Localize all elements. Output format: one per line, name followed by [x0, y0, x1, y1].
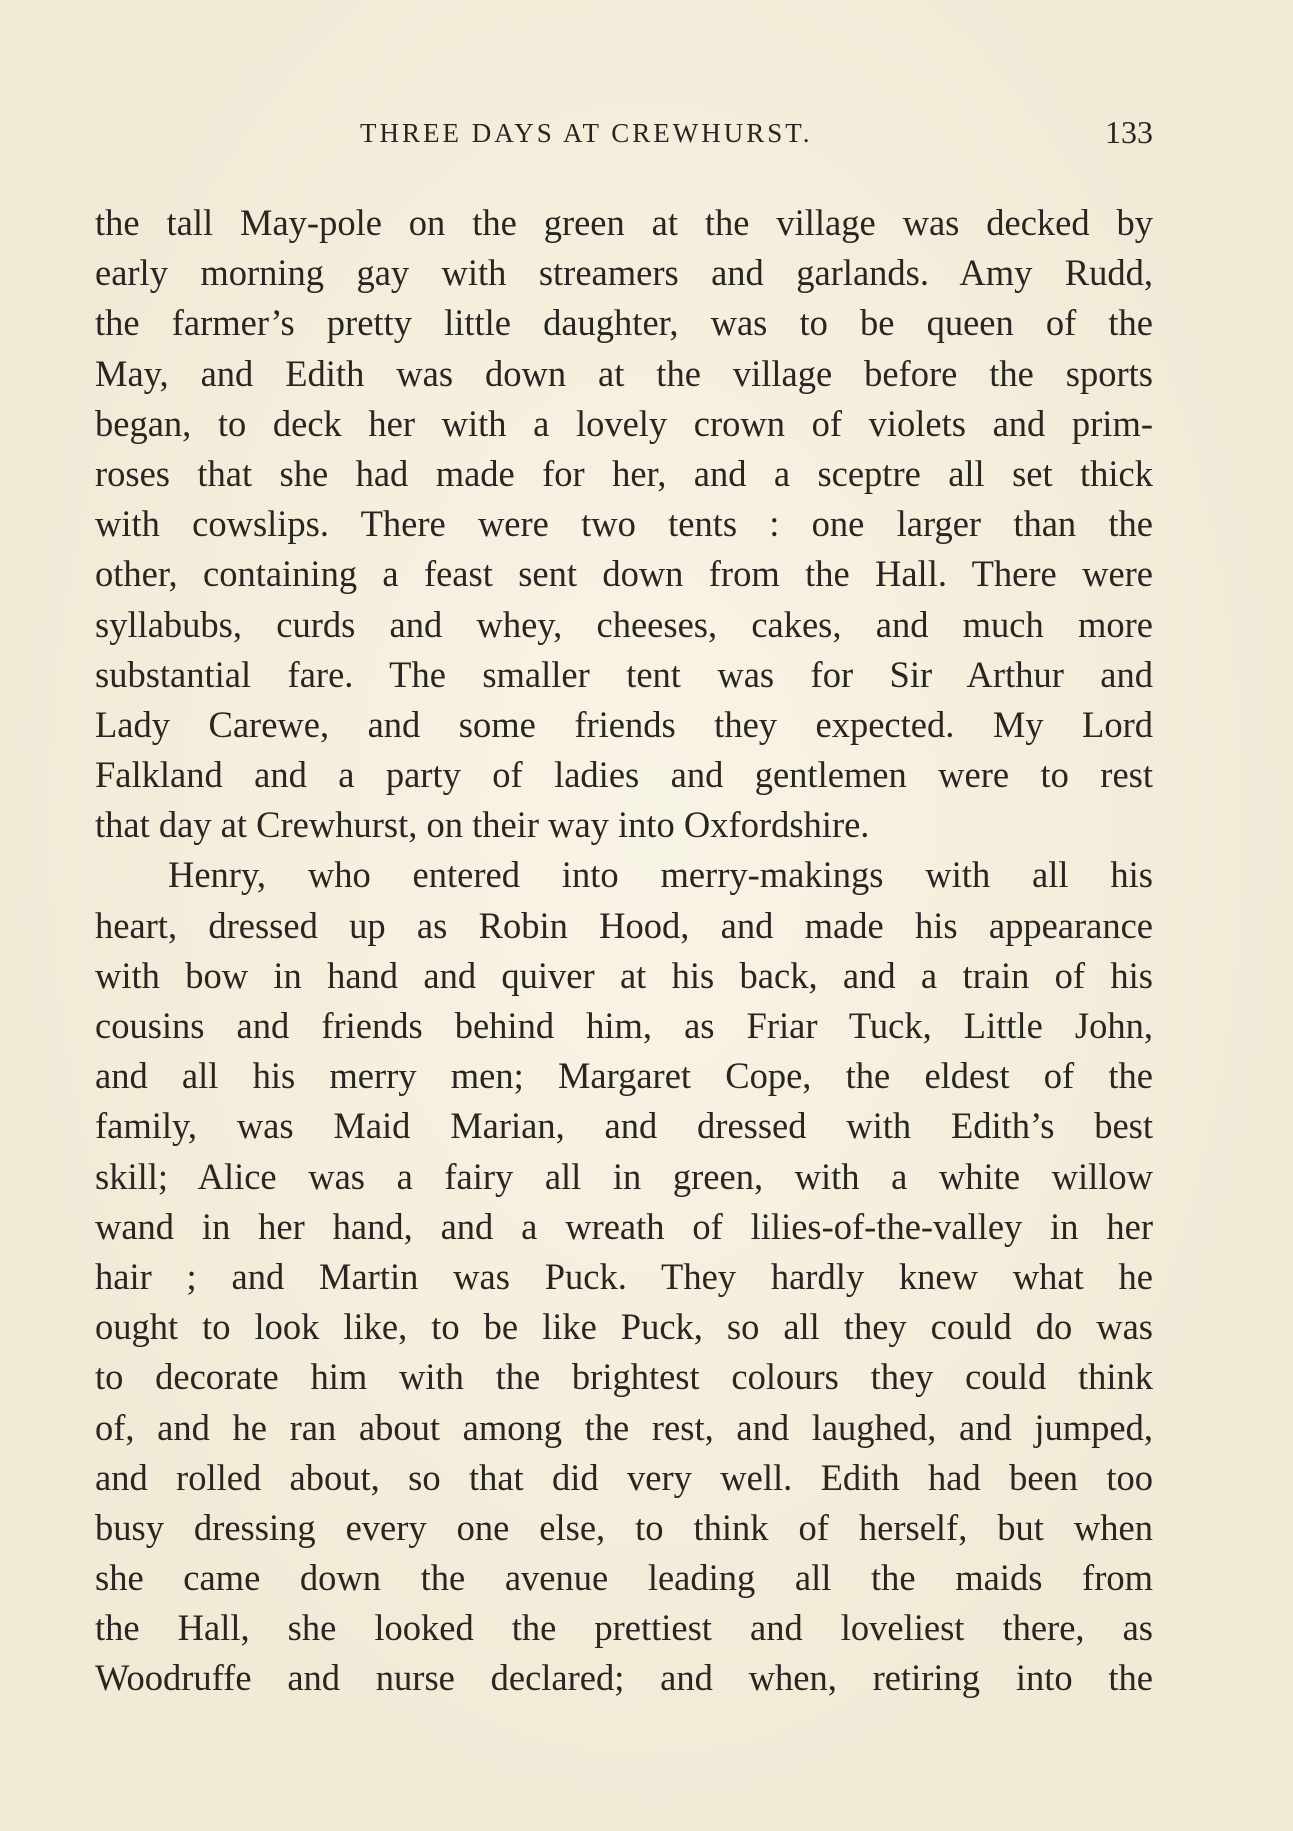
text-line: and all his merry men; Margaret Cope, the eldest of the: [95, 1055, 1153, 1097]
text-line: early morning gay with streamers and garlands. Amy Rudd,: [95, 252, 1153, 294]
text-line: the tall May-pole on the green at the village was decked by: [95, 202, 1153, 243]
text-line: syllabubs, curds and whey, cheeses, cakes, and much more: [95, 603, 1153, 645]
running-title: THREE DAYS AT CREWHURST.: [360, 118, 813, 148]
page-header: [95, 110, 1153, 160]
text-line: other, containing a feast sent down from the Hall. There were: [95, 553, 1153, 595]
text-line: with bow in hand and quiver at his back, and a train of his: [95, 954, 1153, 996]
body-text: [95, 198, 1153, 1704]
paragraph-start-line: Henry, who entered into merry-makings with all his: [168, 854, 1153, 896]
text-line: she came down the avenue leading all the maids from: [95, 1557, 1153, 1599]
text-line: busy dressing every one else, to think of herself, but when: [95, 1506, 1153, 1548]
text-line: ought to look like, to be like Puck, so all they could do was: [95, 1306, 1153, 1348]
text-line: substantial fare. The smaller tent was for Sir Arthur and: [95, 653, 1153, 695]
text-line: to decorate him with the brightest colours they could think: [95, 1356, 1153, 1398]
text-line: skill; Alice was a fairy all in green, with a white willow: [95, 1155, 1153, 1197]
text-line: family, was Maid Marian, and dressed with Edith’s best: [95, 1105, 1153, 1147]
text-line: May, and Edith was down at the village before the sports: [95, 352, 1153, 394]
text-line: roses that she had made for her, and a sceptre all set thick: [95, 452, 1153, 494]
text-line: cousins and friends behind him, as Friar Tuck, Little John,: [95, 1005, 1153, 1046]
text-line: Lady Carewe, and some friends they expected. My Lord: [95, 703, 1153, 745]
page-number: 133: [1105, 114, 1153, 150]
text-line: hair ; and Martin was Puck. They hardly knew what he: [95, 1255, 1153, 1297]
text-line: heart, dressed up as Robin Hood, and made his appearance: [95, 904, 1153, 946]
text-line: began, to deck her with a lovely crown of violets and prim-: [95, 402, 1153, 444]
text-line: with cowslips. There were two tents : one larger than the: [95, 503, 1153, 545]
text-line: Woodruffe and nurse declared; and when, retiring into the: [95, 1657, 1153, 1699]
text-line: Falkland and a party of ladies and gentlemen were to rest: [95, 754, 1153, 796]
text-line: the Hall, she looked the prettiest and loveliest there, as: [95, 1607, 1153, 1649]
text-line: of, and he ran about among the rest, and laughed, and jumped,: [95, 1406, 1153, 1448]
paragraph-end-line: that day at Crewhurst, on their way into Oxfordshire.: [95, 804, 870, 846]
text-line: the farmer’s pretty little daughter, was to be queen of the: [95, 302, 1153, 344]
text-line: wand in her hand, and a wreath of lilies-of-the-valley in her: [95, 1205, 1153, 1247]
text-line: and rolled about, so that did very well. Edith had been too: [95, 1456, 1153, 1498]
